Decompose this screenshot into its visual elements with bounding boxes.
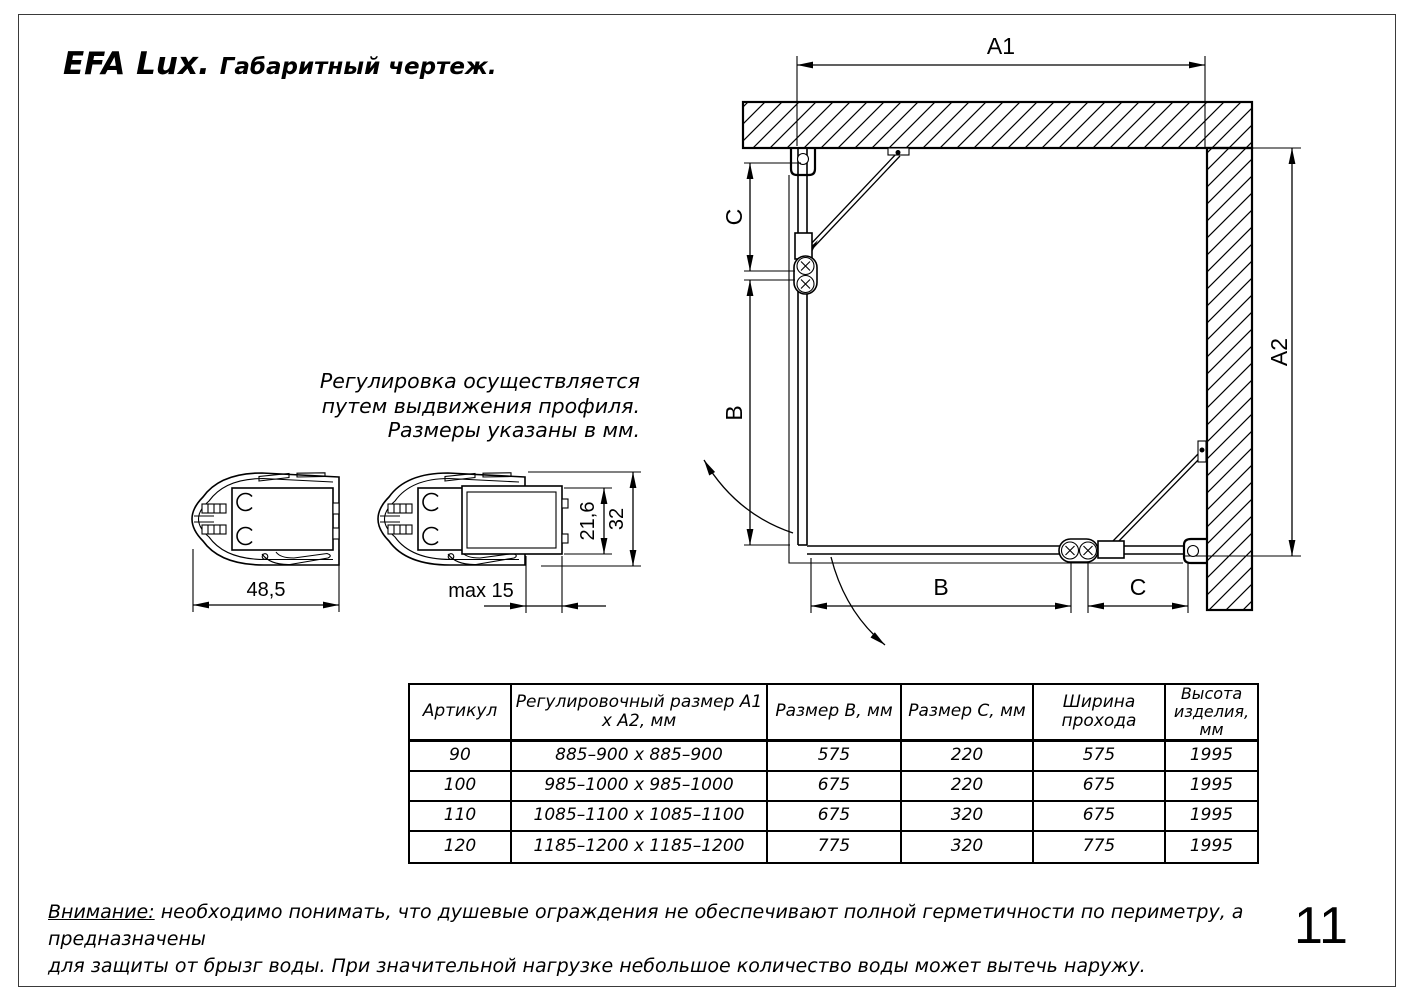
table-cell: 90 bbox=[410, 742, 512, 772]
profile-width-label: 48,5 bbox=[246, 579, 286, 601]
door-swing-arc-left bbox=[704, 460, 793, 533]
dimension-c-left-label: C bbox=[721, 208, 747, 226]
spec-table bbox=[408, 683, 1259, 864]
table-cell: 1995 bbox=[1166, 772, 1257, 802]
table-cell: 985–1000 х 985–1000 bbox=[512, 772, 768, 802]
table-cell: 575 bbox=[1034, 742, 1166, 772]
support-bar-bottom bbox=[1090, 441, 1206, 554]
top-wall-profile bbox=[791, 148, 815, 175]
table-cell: 1185–1200 х 1185–1200 bbox=[512, 832, 768, 862]
adjustment-annotation bbox=[320, 369, 640, 442]
table-cell: 1995 bbox=[1166, 802, 1257, 832]
bottom-connector-block bbox=[1098, 541, 1124, 558]
dimension-a2 bbox=[1266, 148, 1292, 556]
warning-note bbox=[48, 899, 1278, 980]
dimension-b-bottom-label: B bbox=[933, 574, 949, 600]
dimension-a2-label: A2 bbox=[1266, 337, 1292, 367]
warning-text1: необходимо понимать, что душевые ограждения не обеспечивают полной герметичности по периметру, а предназначены bbox=[48, 901, 1244, 950]
warning-label: Внимание: bbox=[48, 901, 155, 923]
door-swing-arc-bottom bbox=[831, 557, 885, 645]
profile-outer-height-label: 32 bbox=[606, 507, 628, 531]
table-cell: 675 bbox=[1034, 802, 1166, 832]
table-cell: 675 bbox=[1034, 772, 1166, 802]
table-cell: 220 bbox=[902, 772, 1034, 802]
table-cell: 320 bbox=[902, 832, 1034, 862]
table-cell: 1995 bbox=[1189, 836, 1234, 857]
table-cell: 320 bbox=[902, 802, 1034, 832]
top-wall bbox=[743, 102, 1252, 148]
spec-table-header-article: Артикул bbox=[410, 685, 512, 742]
dimension-a1-label: A1 bbox=[986, 33, 1016, 59]
bottom-glass-panel bbox=[807, 546, 1184, 554]
dimension-b-left bbox=[721, 280, 795, 545]
table-cell: 775 bbox=[1034, 832, 1166, 862]
warning-note-line2 bbox=[48, 953, 1278, 980]
left-hinge bbox=[794, 256, 817, 294]
table-cell: 675 bbox=[768, 802, 902, 832]
table-cell: 1995 bbox=[1166, 742, 1257, 772]
left-connector-block bbox=[795, 233, 812, 259]
spec-table-header-adjustable-size: Регулировочный размер A1 х A2, мм bbox=[512, 685, 768, 742]
profile-extension-label: max 15 bbox=[448, 580, 514, 602]
table-cell: 110 bbox=[410, 802, 512, 832]
right-wall bbox=[1183, 148, 1301, 610]
spec-table-header-passage-width: Ширина прохода bbox=[1034, 685, 1166, 742]
annotation-line2: путем выдвижения профиля. bbox=[321, 394, 640, 418]
dimension-c-bottom bbox=[1088, 563, 1188, 613]
table-cell: 220 bbox=[902, 742, 1034, 772]
profile-section-extended bbox=[378, 473, 568, 565]
spec-table-header-size-b: Размер B, мм bbox=[768, 685, 902, 742]
page-number: 11 bbox=[1294, 897, 1348, 955]
drawing-type-label: Габаритный чертеж. bbox=[219, 54, 497, 80]
warning-note-line1 bbox=[48, 899, 1278, 953]
profile-inner-height-label: 21,6 bbox=[577, 501, 599, 541]
table-cell: 120 bbox=[410, 832, 512, 862]
right-wall-profile bbox=[1184, 539, 1207, 563]
annotation-line1: Регулировка осуществляется bbox=[319, 369, 640, 393]
bottom-hinge bbox=[1059, 539, 1098, 562]
table-cell: 675 bbox=[768, 772, 902, 802]
annotation-line3: Размеры указаны в мм. bbox=[387, 418, 640, 442]
dimension-c-bottom-label: C bbox=[1129, 574, 1147, 600]
table-cell: 575 bbox=[768, 742, 902, 772]
table-cell: 775 bbox=[768, 832, 902, 862]
product-name: EFA Lux. bbox=[63, 46, 210, 82]
spec-table-header-product-height: Высота изделия, мм bbox=[1166, 685, 1257, 742]
profile-section-closed bbox=[192, 473, 339, 565]
table-cell: 885–900 х 885–900 bbox=[512, 742, 768, 772]
spec-table-header-size-c: Размер C, мм bbox=[902, 685, 1034, 742]
dimension-b-left-label: B bbox=[721, 405, 747, 421]
table-cell: 100 bbox=[410, 772, 512, 802]
support-bar-left bbox=[805, 148, 909, 254]
table-cell: 1085–1100 х 1085–1100 bbox=[512, 802, 768, 832]
warning-text2: для защиты от брызг воды. При значительной нагрузке небольшое количество воды может вытечь наружу. bbox=[48, 955, 1146, 977]
dimension-profile-inner-height bbox=[564, 488, 612, 554]
